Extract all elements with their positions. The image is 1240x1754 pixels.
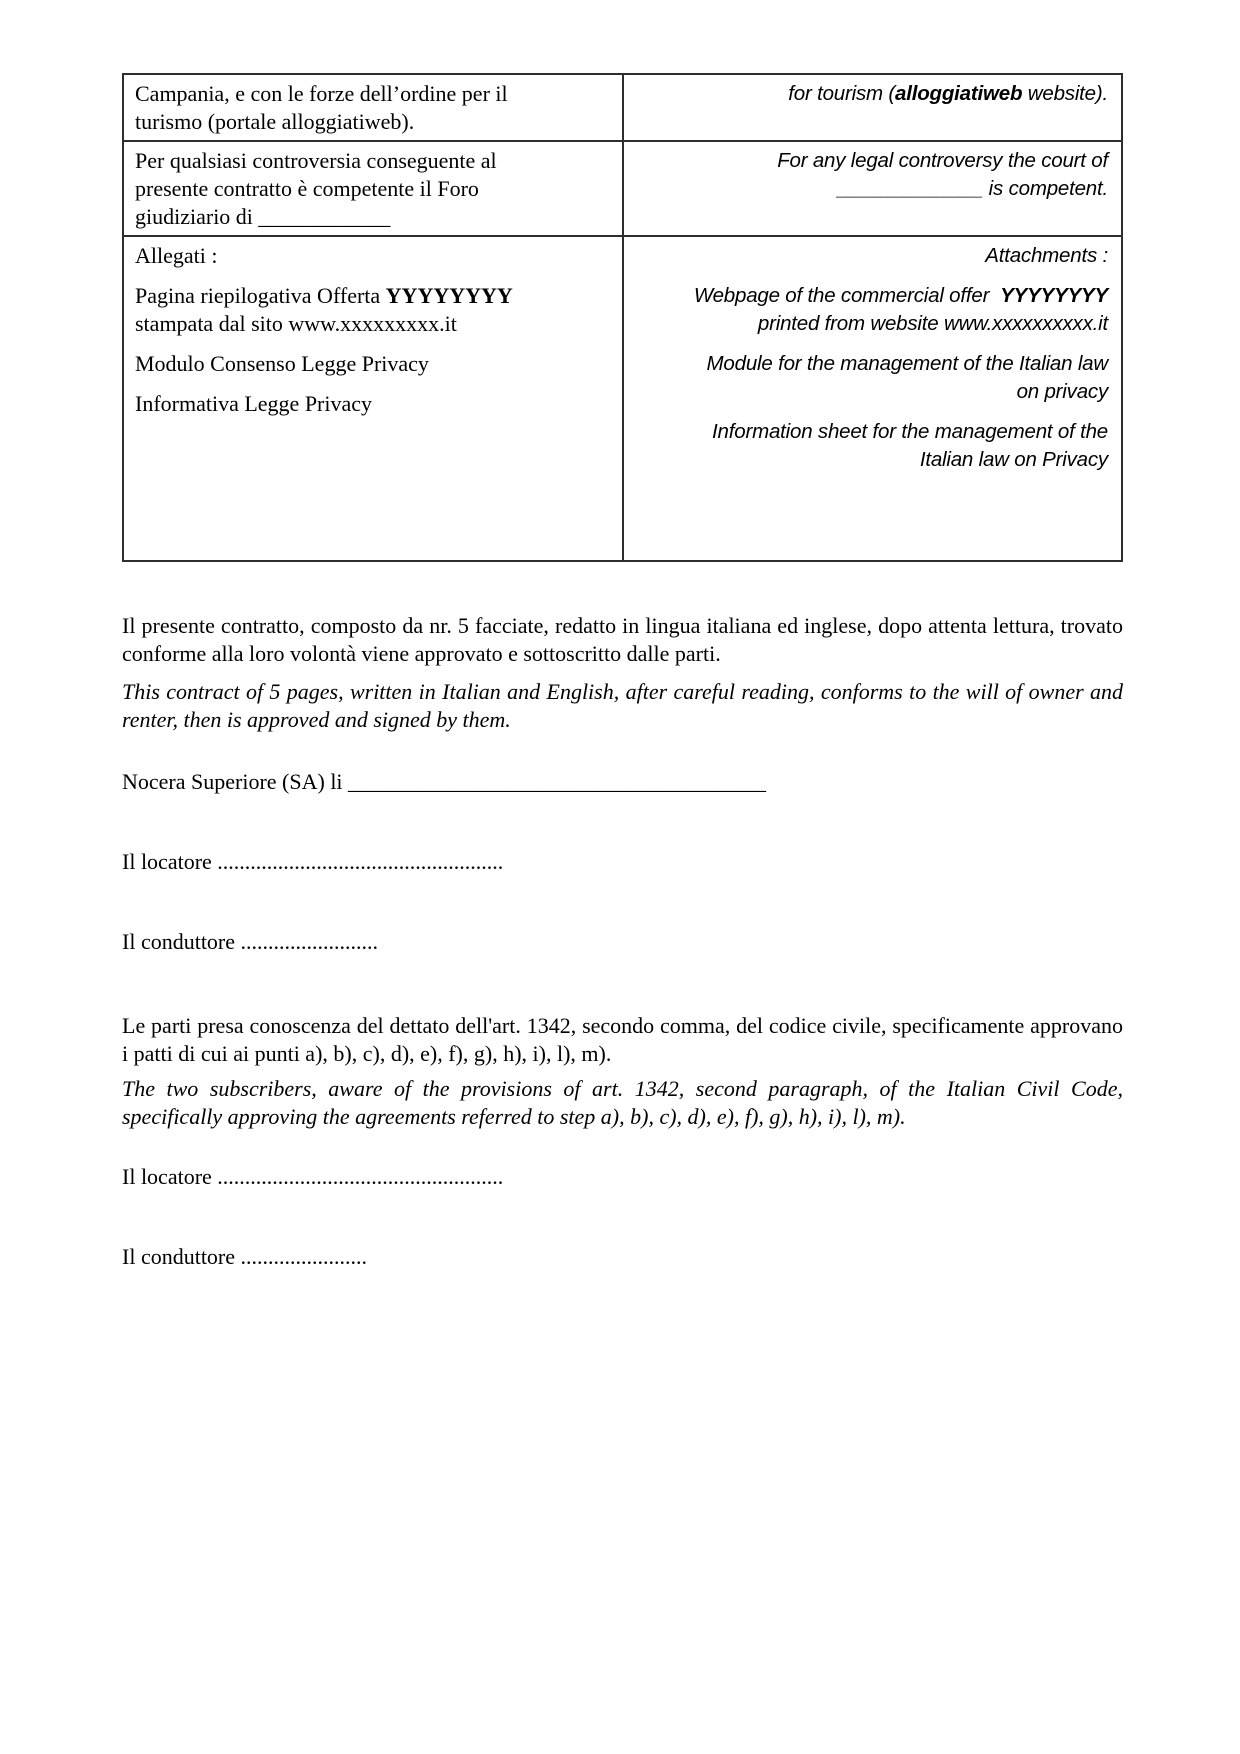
italian-text-line: Campania, e con le forze dell’ordine per il: [135, 81, 508, 106]
italian-text-line: stampata dal sito www.xxxxxxxxx.it: [135, 311, 457, 336]
english-text-line: [632, 282, 1109, 310]
cell-campania-english: [623, 74, 1123, 141]
bold-text-segment: YYYYYYYY: [385, 283, 513, 308]
signature-line-locatore-2: Il locatore ....................................................: [122, 1164, 504, 1189]
attachment-item-module-english: [632, 350, 1109, 406]
bold-text-segment: alloggiatiweb: [895, 82, 1023, 105]
italian-text-line: turismo (portale alloggiatiweb).: [135, 109, 415, 134]
english-text-line: printed from website www.xxxxxxxxxx.it: [757, 312, 1108, 335]
cell-attachments-english: [623, 236, 1123, 561]
signature-line-conduttore-2: Il conduttore .......................: [122, 1244, 368, 1269]
text-segment: Webpage of the commercial offer: [693, 284, 1001, 307]
cell-campania-italian: [123, 74, 623, 141]
bold-text-segment: YYYYYYYY: [1000, 284, 1108, 307]
place-date-signature-line: Nocera Superiore (SA) li ______________________________________: [122, 769, 767, 794]
english-text-line-blank-court: _____________ is competent.: [837, 177, 1108, 200]
table-row-attachments: [123, 236, 1122, 561]
text-segment: for tourism (: [788, 82, 896, 105]
italian-text-line: Per qualsiasi controversia conseguente al: [135, 148, 497, 173]
table-row-campania: [123, 74, 1122, 141]
paragraph-art1342-english: The two subscribers, aware of the provisions of art. 1342, second paragraph, of the Italian Civil Code, specifically approving the agreements referred to step a), b), c), d), e), f), g), h), i), l), m).: [122, 1076, 1123, 1129]
table-row-foro: [123, 141, 1122, 236]
english-text-line: Italian law on Privacy: [919, 448, 1108, 471]
attachment-item-infosheet-english: [632, 418, 1109, 474]
attachment-item-offer-italian: [135, 282, 614, 338]
paragraph-art1342-italian: Le parti presa conoscenza del dettato dell'art. 1342, secondo comma, del codice civile, specificamente approvano i patti di cui ai punti a), b), c), d), e), f), g), h), i), l), m).: [122, 1013, 1123, 1066]
attachment-item-consenso-italian: Modulo Consenso Legge Privacy: [135, 351, 429, 376]
attachment-item-informativa-italian: Informativa Legge Privacy: [135, 391, 373, 416]
english-text-line: on privacy: [1016, 380, 1108, 403]
english-text-line: For any legal controversy the court of: [777, 149, 1108, 172]
text-segment: website).: [1022, 82, 1108, 105]
paragraph-contract-approval-english: This contract of 5 pages, written in Italian and English, after careful reading, conforms to the will of owner and renter, then is approved and signed by them.: [122, 679, 1123, 732]
attachments-title-english: Attachments :: [985, 244, 1108, 267]
text-segment: Pagina riepilogativa Offerta: [135, 283, 386, 308]
english-text-line: [632, 80, 1109, 108]
cell-attachments-italian: [123, 236, 623, 561]
contract-table: [122, 73, 1123, 562]
italian-text-line-blank-court: giudiziario di ____________: [135, 204, 391, 229]
english-text-line: Module for the management of the Italian law: [706, 352, 1108, 375]
english-text-line: Information sheet for the management of the: [712, 420, 1108, 443]
signature-line-conduttore-1: Il conduttore .........................: [122, 929, 379, 954]
attachments-title-italian: Allegati :: [135, 243, 218, 268]
italian-text-line: presente contratto è competente il Foro: [135, 176, 479, 201]
paragraph-contract-approval-italian: Il presente contratto, composto da nr. 5 facciate, redatto in lingua italiana ed inglese, dopo attenta lettura, trovato conforme alla loro volontà viene approvato e sottoscritto dalle parti.: [122, 613, 1123, 666]
attachment-item-offer-english: [632, 282, 1109, 338]
cell-foro-english: [623, 141, 1123, 236]
cell-foro-italian: [123, 141, 623, 236]
italian-text-line: [135, 282, 614, 310]
signature-line-locatore-1: Il locatore ....................................................: [122, 849, 504, 874]
